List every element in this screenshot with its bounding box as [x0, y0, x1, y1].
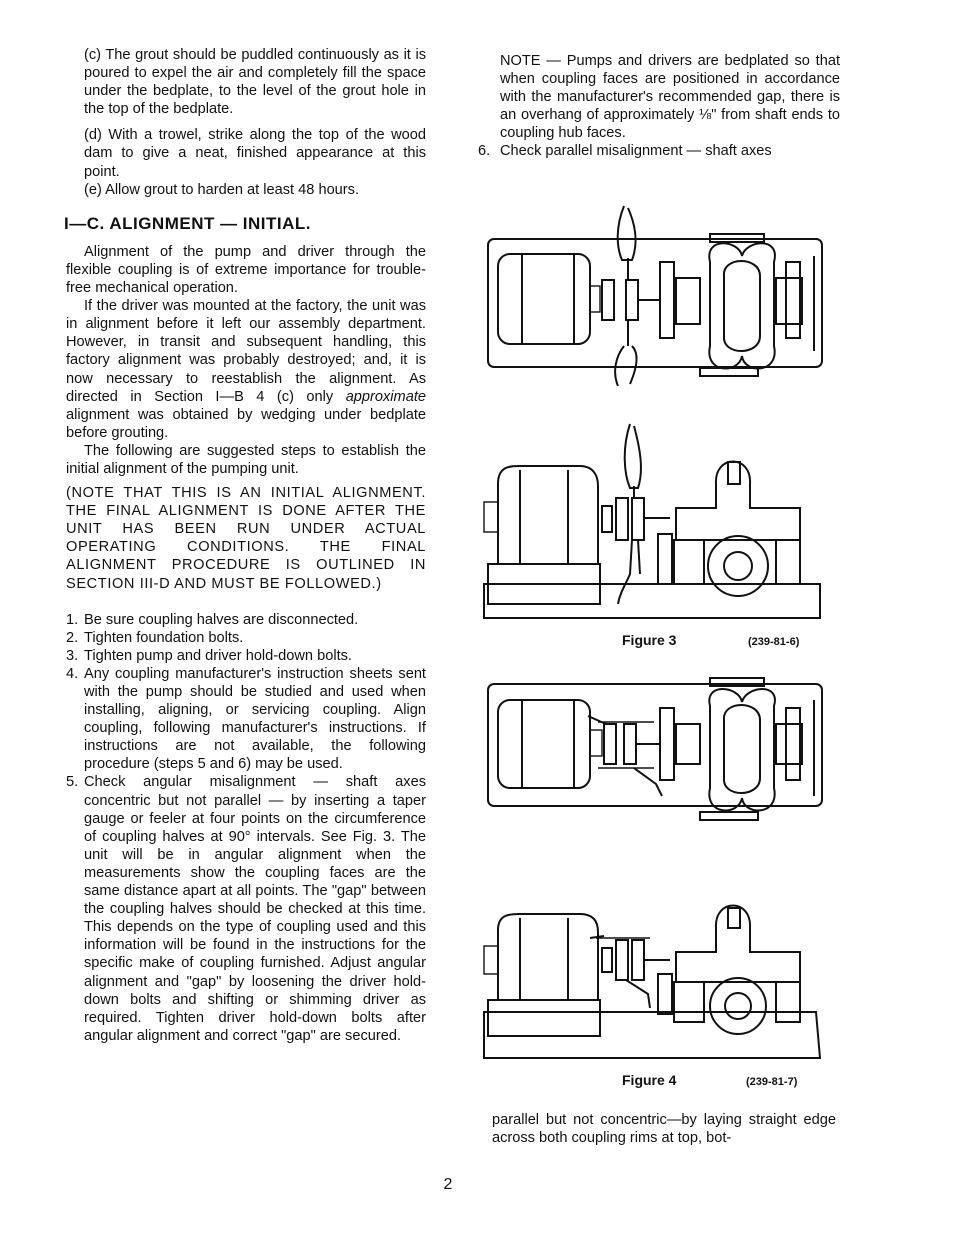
step-item: 2. Tighten foundation bolts.	[66, 629, 244, 646]
figure-3-top-view	[484, 196, 829, 386]
continuation-paragraph: parallel but not concentric—by laying straight edge across both coupling rims at top, bot-	[492, 1112, 836, 1147]
pump-top-view-straightedge-illustration	[484, 672, 829, 832]
pump-top-view-illustration	[484, 196, 829, 386]
paragraph-d: (d) With a trowel, strike along the top of the wood dam to give a neat, finished appearance at this point.	[84, 127, 426, 180]
steps-list	[66, 611, 426, 1045]
intro-paragraph-2: If the driver was mounted at the factory, the unit was in alignment before it left our assembly department. However, in transit and subsequent handling, this factory alignment was probably destroyed; and, it is now necessary to reestablish the alignment. As directed in Section I—B 4 (c) only approximate alignment was obtained by wedging under bedplate before grouting.	[66, 298, 426, 441]
pump-side-view-straightedge-illustration	[480, 896, 825, 1064]
figure-4-top-view	[484, 672, 829, 832]
page-number: 2	[443, 1176, 453, 1193]
figure-4-code: (239-81-7)	[746, 1076, 798, 1088]
step-item: 1. Be sure coupling halves are disconnected.	[66, 611, 359, 628]
pump-side-view-illustration	[480, 414, 825, 624]
figure-4-caption: Figure 4	[622, 1072, 677, 1088]
right-column-bottom	[492, 1111, 836, 1147]
intro-paragraph-1: Alignment of the pump and driver through the flexible coupling is of extreme importance for trouble-free mechanical operation.	[66, 243, 426, 297]
figure-3-code: (239-81-6)	[748, 636, 800, 648]
step-item: 5. Check angular misalignment — shaft axes concentric but not parallel — by inserting a taper gauge or feeler at four points on the circumference of coupling halves at 90° intervals. See Fig. 3. The unit will be in angular alignment when the measurements show the coupling faces are the same distance apart at all points. The "gap" between the coupling halves should be checked at this time. This depends on the type of coupling used and this information will be found in the instructions for the specific make of coupling furnished. Adjust angular alignment and "gap" by loosening the driver hold-down bolts and shifting or shimming driver as required. Tighten driver hold-down bolts after angular alignment and correct "gap" are secured.	[66, 774, 426, 1044]
intro-paragraph-3: The following are suggested steps to establish the initial alignment of the pumping unit.	[66, 442, 426, 477]
left-column	[66, 46, 426, 1045]
paragraph-e: (e) Allow grout to harden at least 48 hours.	[84, 181, 360, 198]
figure-3-side-view	[480, 414, 825, 624]
step-item: 4. Any coupling manufacturer's instruction sheets sent with the pump should be studied and used when installing, aligning, or servicing coupling. Align coupling, following manufacturer's instructions. If instructions are not available, the following procedure (steps 5 and 6) may be used.	[66, 665, 426, 773]
right-column-top	[478, 52, 840, 161]
step-item: 3. Tighten pump and driver hold-down bolts.	[66, 647, 352, 664]
figure-4-side-view	[480, 896, 825, 1064]
figure-3-caption: Figure 3	[622, 632, 677, 648]
section-heading: I—C. ALIGNMENT — INITIAL.	[64, 213, 312, 233]
caps-note: (NOTE THAT THIS IS AN INITIAL ALIGNMENT. THE FINAL ALIGNMENT IS DONE AFTER THE UNIT HAS BEEN RUN UNDER ACTUAL OPERATING CONDITIONS. THE FINAL ALIGNMENT PROCEDURE IS OUTLINED IN SECTION III-D AND MUST BE FOLLOWED.)	[66, 485, 426, 592]
paragraph-c: (c) The grout should be puddled continuously as it is poured to expel the air and completely fill the space under the bedplate, to the level of the grout hole in the top of the bedplate.	[84, 47, 426, 118]
emphasis-approximate: approximate	[345, 388, 426, 405]
note-paragraph: NOTE — Pumps and drivers are bedplated so that when coupling faces are positioned in accordance with the manufacturer's recommended gap, there is an overhang of approximately ⅛" from shaft ends to coupling hub faces.	[500, 53, 840, 142]
step-6: 6. Check parallel misalignment — shaft axes	[478, 143, 772, 160]
